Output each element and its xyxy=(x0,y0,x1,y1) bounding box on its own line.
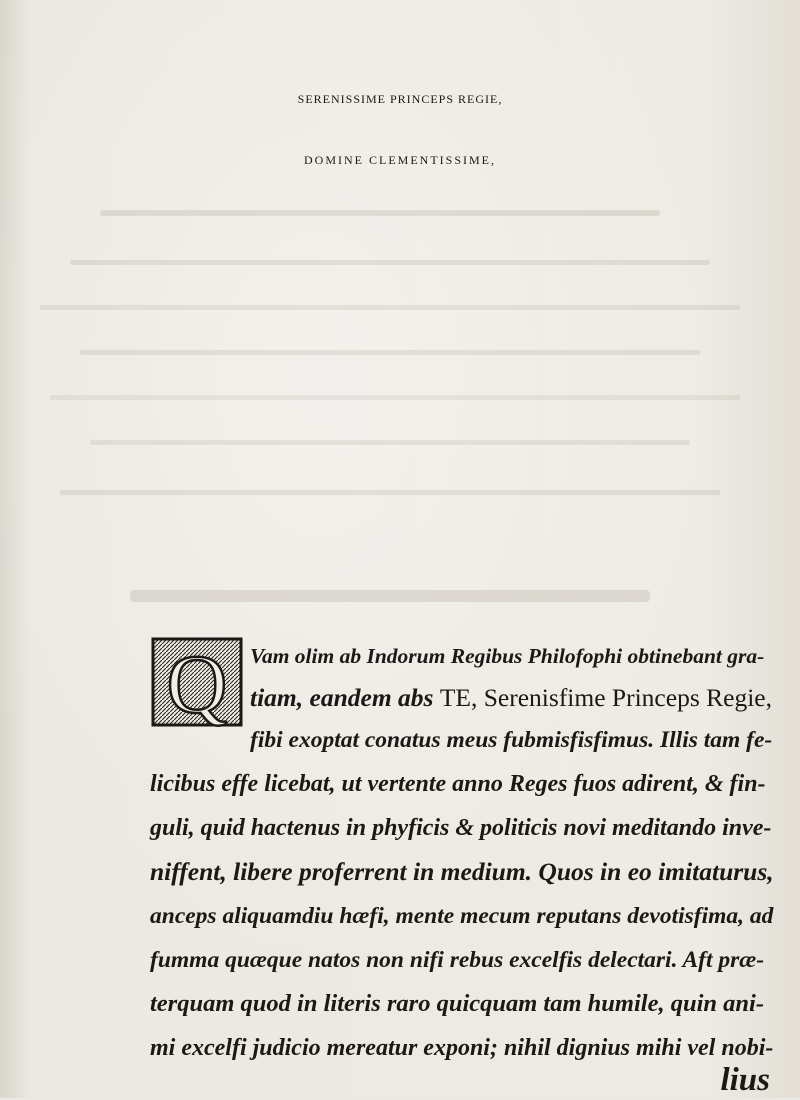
text-line-1: Vam olim ab Indorum Regibus Philofophi obtinebant gra- xyxy=(250,644,765,668)
page-subheading: DOMINE CLEMENTISSIME, xyxy=(304,153,496,167)
bleed-through-texture xyxy=(40,190,760,660)
text-line-2 xyxy=(250,678,772,718)
text-line-4: licibus effe licebat, ut vertente anno Reges fuos adirent, & fin- xyxy=(150,771,766,797)
dropcap-letter: Q xyxy=(166,638,228,728)
text-line-9: terquam quod in literis raro quicquam tam humile, quin ani- xyxy=(150,990,764,1017)
text-line-5: guli, quid hactenus in phyficis & politicis novi meditando inve- xyxy=(150,815,772,841)
text-line-8: fumma quæque natos non nifi rebus excelfis delectari. Aft præ- xyxy=(150,947,765,973)
text-line-2-roman: TE, Serenisfime Princeps Regie, xyxy=(439,683,772,712)
text-line-7: anceps aliquamdiu hæfi, mente mecum reputans devotisfima, ad xyxy=(150,903,774,929)
catchword: lius xyxy=(720,1062,770,1098)
text-line-6: niffent, libere proferrent in medium. Quos in eo imitaturus, xyxy=(150,857,774,886)
ornamental-dropcap xyxy=(150,636,244,728)
text-line-2-italic: tiam, eandem abs xyxy=(250,683,440,712)
page-heading: SERENISSIME PRINCEPS REGIE, xyxy=(297,92,503,106)
text-line-10: mi excelfi judicio mereatur exponi; nihil dignius mihi vel nobi- xyxy=(150,1035,774,1061)
text-line-3: fibi exoptat conatus meus fubmisfisfimus. Illis tam fe- xyxy=(250,727,773,753)
